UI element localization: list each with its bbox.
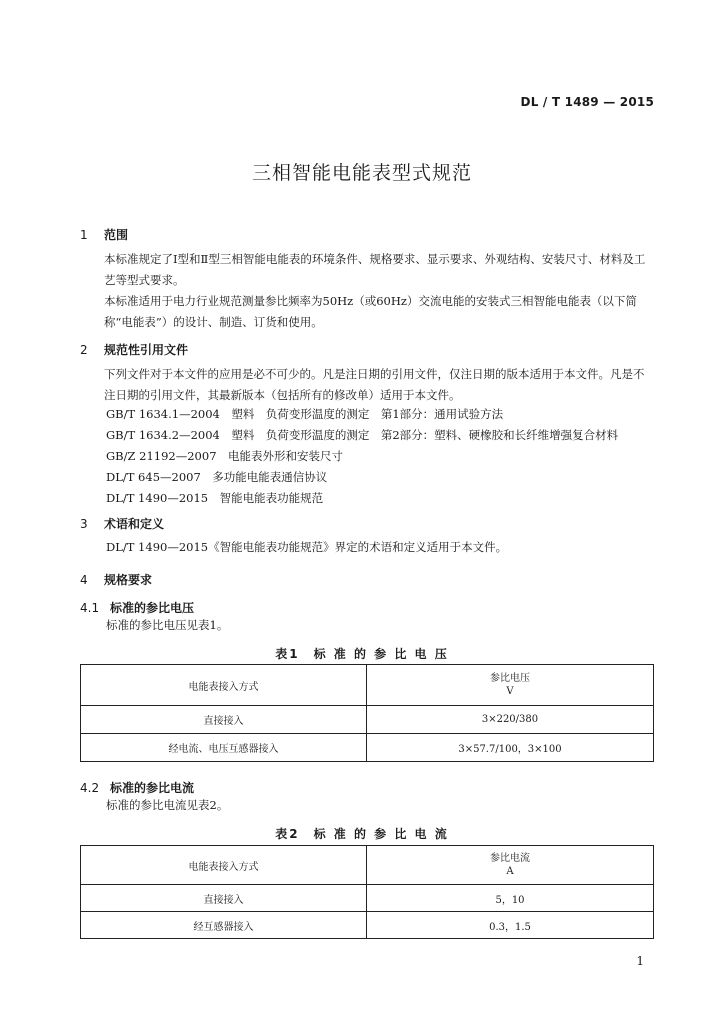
section-3-text: DL/T 1490—2015《智能电能表功能规范》界定的术语和定义适用于本文件。 bbox=[106, 540, 508, 554]
subsection-title: 标准的参比电压 bbox=[110, 601, 195, 615]
table-cell: 直接接入 bbox=[81, 885, 367, 912]
subsection-4-1-text: 标准的参比电压见表1。 bbox=[106, 618, 229, 632]
section-title: 规格要求 bbox=[104, 573, 153, 587]
reference-item: GB/Z 21192—2007 电能表外形和安装尺寸 bbox=[106, 449, 344, 463]
table-cell: 3×220/380 bbox=[367, 706, 654, 734]
table-1 bbox=[80, 664, 654, 762]
table-cell: 直接接入 bbox=[81, 706, 367, 734]
table-cell: 0.3，1.5 bbox=[367, 912, 654, 939]
section-4-heading bbox=[80, 571, 152, 588]
table-header-cell: 电能表接入方式 bbox=[81, 846, 367, 885]
page-number: 1 bbox=[636, 954, 644, 968]
table-header-cell: 电能表接入方式 bbox=[81, 665, 367, 706]
subsection-4-2-heading bbox=[80, 779, 194, 796]
header-unit: A bbox=[506, 866, 514, 877]
table-2-caption: 表2 标 准 的 参 比 电 流 bbox=[275, 827, 449, 841]
header-line: 参比电流 bbox=[490, 853, 530, 864]
section-number: 1 bbox=[80, 228, 88, 242]
header-line: 参比电压 bbox=[490, 673, 530, 684]
header-unit: V bbox=[506, 686, 514, 697]
table-cell: 5，10 bbox=[367, 885, 654, 912]
table-header-cell bbox=[367, 846, 654, 885]
table-cell: 经电流、电压互感器接入 bbox=[81, 734, 367, 762]
section-2-heading bbox=[80, 341, 188, 358]
reference-item: DL/T 645—2007 多功能电能表通信协议 bbox=[106, 470, 328, 484]
subsection-number: 4.2 bbox=[80, 781, 100, 795]
table-1-caption: 表1 标 准 的 参 比 电 压 bbox=[275, 647, 449, 661]
table-header-cell bbox=[367, 665, 654, 706]
section-number: 4 bbox=[80, 573, 88, 587]
paragraph-text: 本标准规定了Ⅰ型和Ⅱ型三相智能电能表的环境条件、规格要求、显示要求、外观结构、安装尺寸、材料及工艺等型式要求。 bbox=[104, 252, 646, 287]
section-title: 术语和定义 bbox=[104, 517, 165, 531]
table-cell: 经互感器接入 bbox=[81, 912, 367, 939]
table-row bbox=[81, 734, 654, 762]
reference-item: GB/T 1634.2—2004 塑料 负荷变形温度的测定 第2部分：塑料、硬橡胶和长纤维增强复合材料 bbox=[106, 428, 619, 442]
table-row bbox=[81, 706, 654, 734]
subsection-number: 4.1 bbox=[80, 601, 100, 615]
table-2 bbox=[80, 845, 654, 939]
section-number: 3 bbox=[80, 517, 88, 531]
table-row bbox=[81, 912, 654, 939]
table-header-row bbox=[81, 665, 654, 706]
reference-item: DL/T 1490—2015 智能电能表功能规范 bbox=[106, 491, 324, 505]
paragraph-text: 本标准适用于电力行业规范测量参比频率为50Hz（或60Hz）交流电能的安装式三相智能电能表（以下简称“电能表”）的设计、制造、订货和使用。 bbox=[104, 294, 637, 329]
section-2-intro bbox=[80, 364, 652, 406]
section-1-para-2 bbox=[80, 291, 652, 333]
section-1-heading bbox=[80, 226, 128, 243]
table-header-row bbox=[81, 846, 654, 885]
subsection-title: 标准的参比电流 bbox=[110, 781, 195, 795]
section-number: 2 bbox=[80, 343, 88, 357]
section-3-heading bbox=[80, 515, 164, 532]
table-row bbox=[81, 885, 654, 912]
standard-number: DL / T 1489 — 2015 bbox=[520, 95, 654, 109]
section-1-para-1 bbox=[80, 249, 652, 291]
reference-item: GB/T 1634.1—2004 塑料 负荷变形温度的测定 第1部分：通用试验方法 bbox=[106, 407, 504, 421]
section-title: 范围 bbox=[104, 228, 129, 242]
paragraph-text: 下列文件对于本文件的应用是必不可少的。凡是注日期的引用文件，仅注日期的版本适用于本文件。凡是不注日期的引用文件，其最新版本（包括所有的修改单）适用于本文件。 bbox=[104, 367, 645, 402]
section-title: 规范性引用文件 bbox=[104, 343, 189, 357]
document-title: 三相智能电能表型式规范 bbox=[251, 162, 472, 184]
table-cell: 3×57.7/100，3×100 bbox=[367, 734, 654, 762]
subsection-4-1-heading bbox=[80, 599, 194, 616]
subsection-4-2-text: 标准的参比电流见表2。 bbox=[106, 798, 229, 812]
